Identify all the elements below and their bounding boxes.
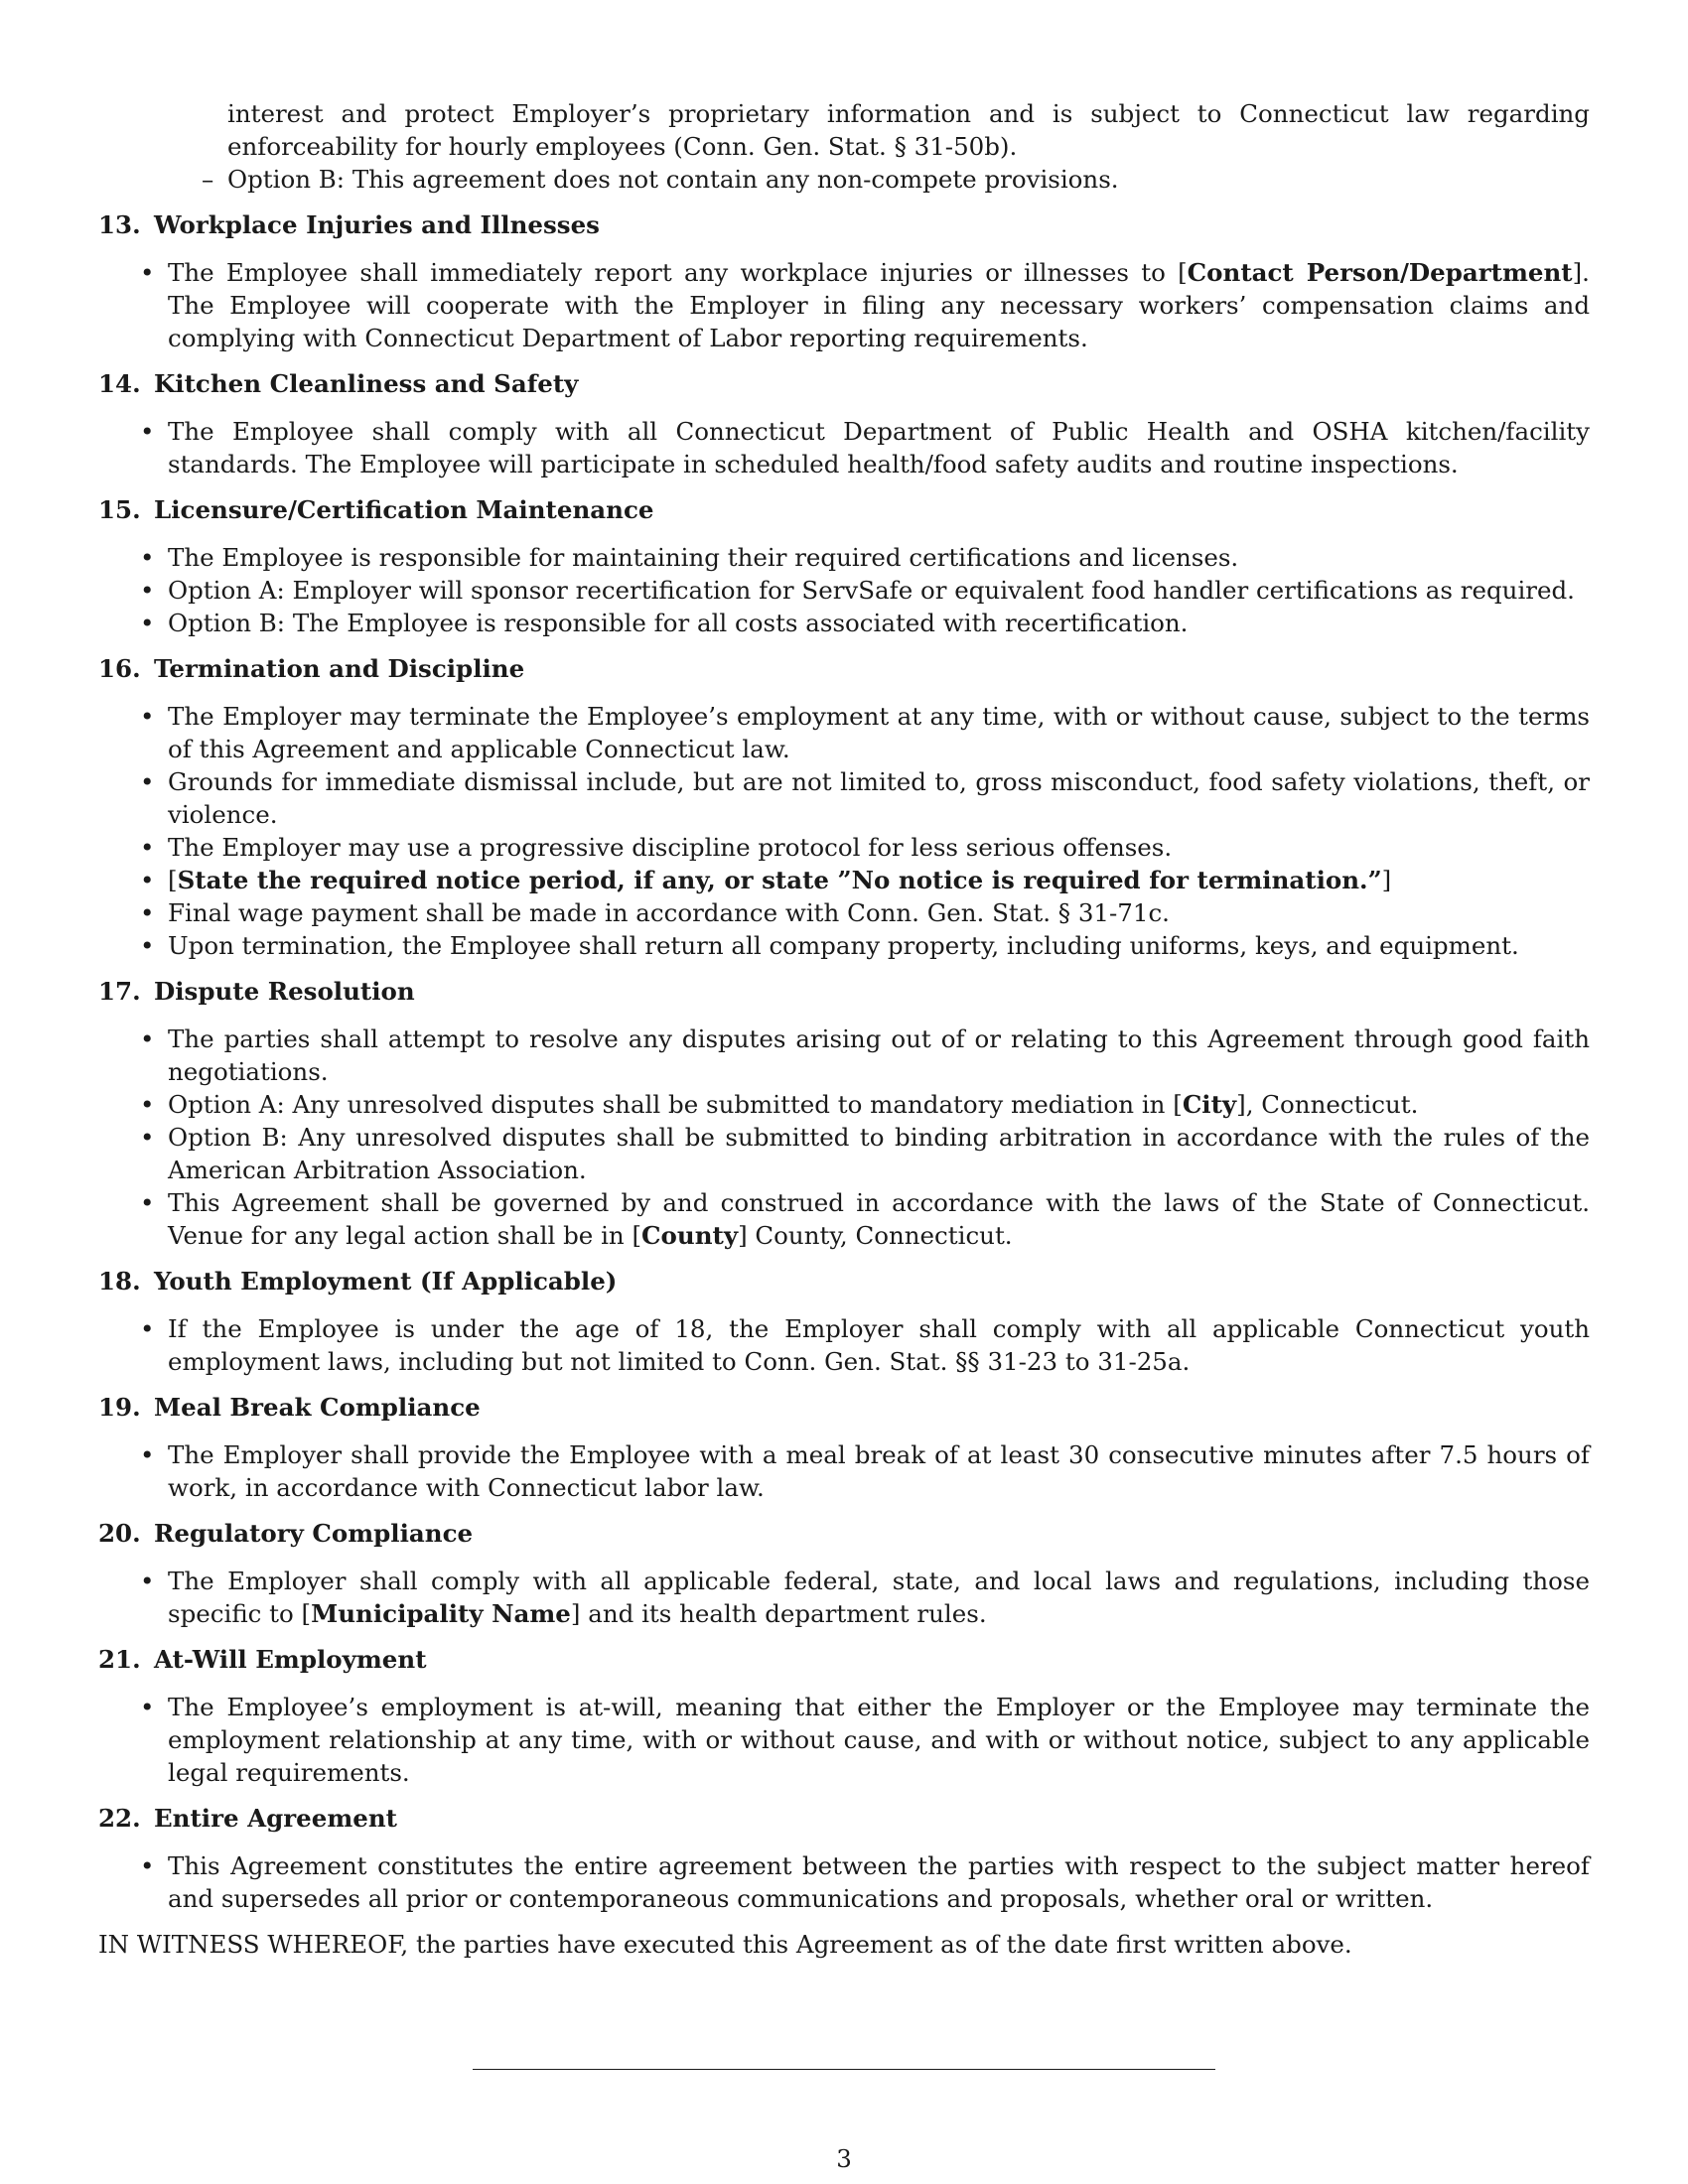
section-number: 21.: [98, 1645, 141, 1674]
list-item: [140, 1565, 1590, 1630]
item-text: Upon termination, the Employee shall return all company property, including uniforms, keys, and equipment.: [168, 931, 1519, 960]
section-title: Workplace Injuries and Illnesses: [154, 210, 600, 239]
bullet-list: [98, 1438, 1590, 1504]
list-item: [140, 831, 1590, 864]
item-text: ] and its health department rules.: [570, 1599, 987, 1628]
item-text: Final wage payment shall be made in accordance with Conn. Gen. Stat. § 31-71c.: [168, 898, 1170, 927]
section-number: 14.: [98, 369, 141, 398]
bullet-icon: •: [140, 833, 155, 862]
bullet-list: [98, 1691, 1590, 1789]
bullet-icon: •: [140, 258, 155, 287]
list-item: [140, 1023, 1590, 1088]
bullet-list: [98, 1849, 1590, 1915]
list-item: [140, 1691, 1590, 1789]
section-title: Termination and Discipline: [154, 654, 525, 683]
placeholder-field: Contact Person/Department: [1187, 258, 1573, 287]
item-text: ]. The Employee will cooperate with the Employer in filing any necessary workers’ compensation claims and complying with Connecticut Department of Labor reporting requirements.: [168, 258, 1590, 352]
section-heading: [98, 652, 1590, 685]
section-number: 22.: [98, 1804, 141, 1833]
list-item: [140, 929, 1590, 962]
list-item: [140, 1186, 1590, 1252]
item-text: Grounds for immediate dismissal include, but are not limited to, gross misconduct, food safety violations, theft, or violence.: [168, 767, 1590, 829]
list-item: [140, 1438, 1590, 1504]
item-text: This Agreement shall be governed by and construed in accordance with the laws of the State of Connecticut. Venue for any legal action shall be in [: [168, 1188, 1590, 1250]
list-item: [140, 765, 1590, 831]
bullet-icon: •: [140, 1314, 155, 1343]
section-14: [98, 367, 1590, 480]
section-heading: [98, 1391, 1590, 1424]
item-text: The Employee is responsible for maintaining their required certifications and licenses.: [168, 543, 1239, 572]
list-item: [140, 256, 1590, 354]
section-number: 17.: [98, 977, 141, 1006]
bullet-icon: •: [140, 576, 155, 605]
bullet-list: [98, 1312, 1590, 1378]
section-20: [98, 1517, 1590, 1630]
item-text: The Employee shall comply with all Connecticut Department of Public Health and OSHA kitchen/facility standards. The Employee will participate in scheduled health/food safety audits and routine inspections.: [168, 417, 1590, 478]
item-text: [: [168, 866, 178, 894]
bullet-icon: •: [140, 898, 155, 927]
section-19: [98, 1391, 1590, 1504]
item-text: The Employee shall immediately report any workplace injuries or illnesses to: [168, 258, 1179, 287]
bullet-icon: •: [140, 866, 155, 894]
list-item: [140, 1849, 1590, 1915]
list-item: [140, 700, 1590, 765]
section-number: 19.: [98, 1393, 141, 1422]
item-text: Option B: Any unresolved disputes shall be submitted to binding arbitration in accordance with the rules of the American Arbitration Association.: [168, 1123, 1590, 1184]
section-heading: [98, 208, 1590, 241]
bullet-icon: •: [140, 1090, 155, 1119]
section-number: 18.: [98, 1267, 141, 1296]
item-text: [: [1178, 258, 1188, 287]
bullet-icon: •: [140, 1024, 155, 1053]
bullet-list: [98, 1023, 1590, 1252]
section-21: [98, 1643, 1590, 1789]
option-b-noncompete: [202, 163, 1590, 196]
bullet-icon: •: [140, 931, 155, 960]
section-heading: [98, 493, 1590, 526]
section-title: Meal Break Compliance: [154, 1393, 481, 1422]
bullet-icon: •: [140, 1851, 155, 1880]
bullet-icon: •: [140, 1440, 155, 1469]
section-heading: [98, 1643, 1590, 1676]
bullet-icon: •: [140, 1123, 155, 1152]
list-item: [140, 415, 1590, 480]
option-b-text: Option B: This agreement does not contain any non-compete provisions.: [227, 165, 1119, 194]
bullet-list: [98, 256, 1590, 354]
item-text: ]: [1381, 866, 1392, 894]
item-text: Option B: The Employee is responsible for all costs associated with recertification.: [168, 609, 1189, 637]
bullet-list: [98, 1565, 1590, 1630]
list-item: [140, 1121, 1590, 1186]
section-number: 20.: [98, 1519, 141, 1548]
bullet-list: [98, 415, 1590, 480]
item-text: The parties shall attempt to resolve any disputes arising out of or relating to this Agreement through good faith negotiations.: [168, 1024, 1590, 1086]
section-18: [98, 1265, 1590, 1378]
bullet-icon: •: [140, 543, 155, 572]
item-text: The Employer may terminate the Employee’s employment at any time, with or without cause, subject to the terms of this Agreement and applicable Connecticut law.: [168, 702, 1590, 763]
list-item: [140, 896, 1590, 929]
bullet-icon: •: [140, 1188, 155, 1217]
section-number: 13.: [98, 210, 141, 239]
item-text: The Employer shall comply with all applicable federal, state, and local laws and regulations, including those specific to [: [168, 1567, 1590, 1628]
bullet-icon: •: [140, 1693, 155, 1721]
sections-container: [98, 208, 1590, 1915]
section-22: [98, 1802, 1590, 1915]
list-item: [140, 1312, 1590, 1378]
bullet-icon: •: [140, 702, 155, 731]
dash-marker: –: [202, 165, 214, 194]
placeholder-field: County: [641, 1221, 739, 1250]
section-title: Regulatory Compliance: [154, 1519, 474, 1548]
list-item: [140, 541, 1590, 574]
bullet-icon: •: [140, 417, 155, 446]
section-15: [98, 493, 1590, 639]
bullet-icon: •: [140, 1567, 155, 1595]
item-text: This Agreement constitutes the entire agreement between the parties with respect to the subject matter hereof and supersedes all prior or contemporaneous communications and proposals, whether oral or written.: [168, 1851, 1590, 1913]
placeholder-field: Municipality Name: [311, 1599, 571, 1628]
section-title: Entire Agreement: [154, 1804, 397, 1833]
item-text: Option A: Any unresolved disputes shall be submitted to mandatory mediation in [: [168, 1090, 1183, 1119]
section-title: At-Will Employment: [154, 1645, 427, 1674]
section-heading: [98, 975, 1590, 1008]
item-text: The Employer may use a progressive discipline protocol for less serious offenses.: [168, 833, 1173, 862]
list-item: [140, 1088, 1590, 1121]
continuation-paragraph: interest and protect Employer’s proprietary information and is subject to Connecticut law regarding enforceability for hourly employees (Conn. Gen. Stat. § 31-50b).: [227, 99, 1590, 161]
signature-line: [473, 2069, 1215, 2070]
section-number: 16.: [98, 654, 141, 683]
item-text: If the Employee is under the age of 18, the Employer shall comply with all applicable Connecticut youth employment laws, including but not limited to Conn. Gen. Stat. §§ 31-23 to 31-25a.: [168, 1314, 1590, 1376]
section-title: Youth Employment (If Applicable): [154, 1267, 618, 1296]
placeholder-field: State the required notice period, if any, or state ”No notice is required for termination.”: [177, 866, 1382, 894]
section-title: Licensure/Certification Maintenance: [154, 495, 654, 524]
section-17: [98, 975, 1590, 1252]
placeholder-field: City: [1182, 1090, 1237, 1119]
item-text: The Employee’s employment is at-will, meaning that either the Employer or the Employee may terminate the employment relationship at any time, with or without cause, and with or without notice, subject to any applicable legal requirements.: [168, 1693, 1590, 1787]
bullet-list: [98, 700, 1590, 962]
section-number: 15.: [98, 495, 141, 524]
witness-clause: IN WITNESS WHEREOF, the parties have executed this Agreement as of the date first written above.: [98, 1930, 1352, 1959]
list-item: [140, 864, 1590, 896]
section-heading: [98, 1802, 1590, 1835]
section-heading: [98, 367, 1590, 400]
section-heading: [98, 1265, 1590, 1297]
section-title: Kitchen Cleanliness and Safety: [154, 369, 579, 398]
section-title: Dispute Resolution: [154, 977, 415, 1006]
list-item: [140, 574, 1590, 607]
bullet-icon: •: [140, 609, 155, 637]
item-text: ] County, Connecticut.: [738, 1221, 1013, 1250]
item-text: ], Connecticut.: [1236, 1090, 1419, 1119]
section-16: [98, 652, 1590, 962]
section-13: [98, 208, 1590, 354]
document-body: [98, 97, 1590, 1961]
page-number: 3: [836, 2144, 852, 2173]
item-text: Option A: Employer will sponsor recertification for ServSafe or equivalent food handler certifications as required.: [168, 576, 1575, 605]
bullet-list: [98, 541, 1590, 639]
section-heading: [98, 1517, 1590, 1550]
bullet-icon: •: [140, 767, 155, 796]
item-text: The Employer shall provide the Employee with a meal break of at least 30 consecutive minutes after 7.5 hours of work, in accordance with Connecticut labor law.: [168, 1440, 1590, 1502]
list-item: [140, 607, 1590, 639]
